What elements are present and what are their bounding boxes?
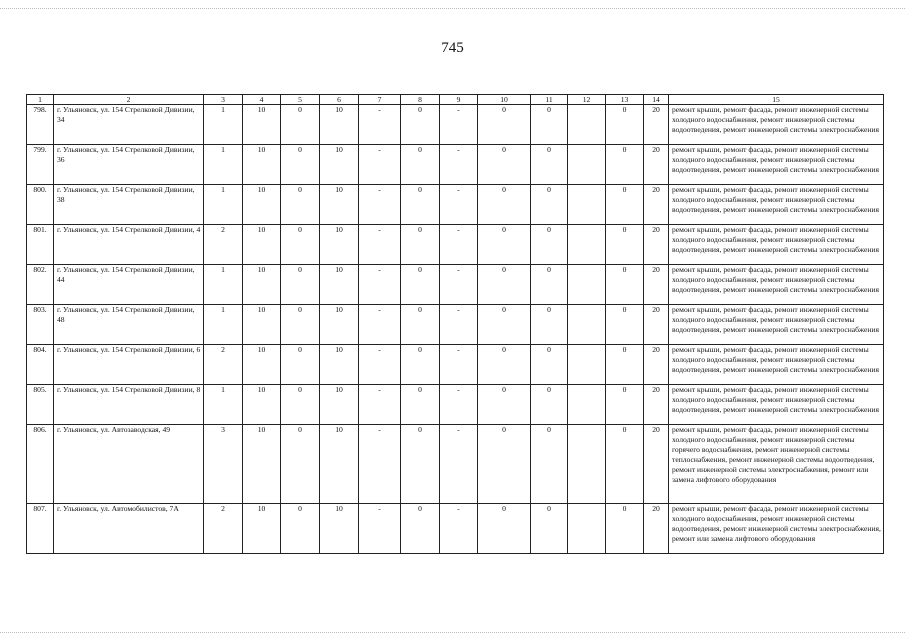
row-number-cell: 807. [27,504,54,554]
table-row [27,105,884,145]
cell-c13: 0 [606,504,644,554]
address-cell: г. Ульяновск, ул. Автозаводская, 49 [54,425,204,504]
cell-c3: 1 [204,105,243,145]
column-header-4: 4 [243,95,281,105]
cell-c12 [568,504,606,554]
cell-c3: 1 [204,385,243,425]
cell-c12 [568,425,606,504]
repair-works-cell: ремонт крыши, ремонт фасада, ремонт инженерной системы холодного водоснабжения, ремонт инженерной системы водоотведения, ремонт инженерной системы электроснабжения [669,385,884,425]
table-body [27,105,884,554]
cell-c5: 0 [281,225,320,265]
cell-c8: 0 [401,504,440,554]
address-cell: г. Ульяновск, ул. 154 Стрелковой Дивизии, 8 [54,385,204,425]
cell-c5: 0 [281,345,320,385]
cell-c6: 10 [320,145,359,185]
address-cell: г. Ульяновск, ул. 154 Стрелковой Дивизии, 4 [54,225,204,265]
table-row [27,305,884,345]
address-cell: г. Ульяновск, ул. 154 Стрелковой Дивизии, 44 [54,265,204,305]
cell-c9: - [440,225,478,265]
row-number-cell: 800. [27,185,54,225]
cell-c8: 0 [401,385,440,425]
cell-c4: 10 [243,385,281,425]
column-header-2: 2 [54,95,204,105]
cell-c5: 0 [281,265,320,305]
cell-c9: - [440,425,478,504]
table-row [27,265,884,305]
row-number-cell: 801. [27,225,54,265]
cell-c3: 1 [204,145,243,185]
cell-c11: 0 [531,105,568,145]
cell-c13: 0 [606,385,644,425]
cell-c6: 10 [320,185,359,225]
cell-c3: 2 [204,345,243,385]
cell-c11: 0 [531,265,568,305]
cell-c8: 0 [401,265,440,305]
cell-c11: 0 [531,504,568,554]
cell-c10: 0 [478,105,531,145]
cell-c6: 10 [320,265,359,305]
cell-c13: 0 [606,225,644,265]
repair-works-cell: ремонт крыши, ремонт фасада, ремонт инженерной системы холодного водоснабжения, ремонт инженерной системы водоотведения, ремонт инженерной системы электроснабжения [669,105,884,145]
cell-c14: 20 [644,345,669,385]
table-row [27,345,884,385]
cell-c7: - [359,105,401,145]
row-number-cell: 799. [27,145,54,185]
cell-c8: 0 [401,345,440,385]
cell-c4: 10 [243,145,281,185]
cell-c12 [568,345,606,385]
cell-c4: 10 [243,185,281,225]
column-header-9: 9 [440,95,478,105]
column-header-8: 8 [401,95,440,105]
cell-c6: 10 [320,425,359,504]
cell-c13: 0 [606,265,644,305]
cell-c3: 2 [204,504,243,554]
cell-c5: 0 [281,305,320,345]
cell-c12 [568,265,606,305]
cell-c7: - [359,185,401,225]
cell-c6: 10 [320,345,359,385]
cell-c13: 0 [606,305,644,345]
cell-c5: 0 [281,504,320,554]
column-header-15: 15 [669,95,884,105]
cell-c8: 0 [401,425,440,504]
cell-c7: - [359,225,401,265]
cell-c14: 20 [644,225,669,265]
cell-c6: 10 [320,225,359,265]
cell-c11: 0 [531,345,568,385]
cell-c4: 10 [243,265,281,305]
table-row [27,225,884,265]
table-row [27,185,884,225]
address-cell: г. Ульяновск, ул. Автомобилистов, 7А [54,504,204,554]
cell-c10: 0 [478,425,531,504]
cell-c5: 0 [281,145,320,185]
cell-c3: 2 [204,225,243,265]
column-header-10: 10 [478,95,531,105]
repair-program-table [26,94,884,554]
column-number-row [27,95,884,105]
row-number-cell: 805. [27,385,54,425]
repair-works-cell: ремонт крыши, ремонт фасада, ремонт инженерной системы холодного водоснабжения, ремонт инженерной системы водоотведения, ремонт инженерной системы электроснабжения [669,225,884,265]
page-number: 745 [441,40,464,56]
cell-c13: 0 [606,345,644,385]
cell-c12 [568,185,606,225]
cell-c7: - [359,385,401,425]
cell-c9: - [440,305,478,345]
cell-c12 [568,385,606,425]
cell-c7: - [359,265,401,305]
cell-c3: 1 [204,305,243,345]
repair-works-cell: ремонт крыши, ремонт фасада, ремонт инженерной системы холодного водоснабжения, ремонт инженерной системы водоотведения, ремонт инженерной системы электроснабжения, ремонт или замена лифтового оборудования [669,504,884,554]
row-number-cell: 804. [27,345,54,385]
cell-c14: 20 [644,425,669,504]
column-header-5: 5 [281,95,320,105]
cell-c12 [568,305,606,345]
cell-c7: - [359,425,401,504]
cell-c9: - [440,345,478,385]
cell-c7: - [359,504,401,554]
cell-c3: 1 [204,265,243,305]
cell-c9: - [440,265,478,305]
repair-works-cell: ремонт крыши, ремонт фасада, ремонт инженерной системы холодного водоснабжения, ремонт инженерной системы водоотведения, ремонт инженерной системы электроснабжения [669,145,884,185]
cell-c13: 0 [606,145,644,185]
cell-c12 [568,105,606,145]
cell-c4: 10 [243,305,281,345]
cell-c10: 0 [478,305,531,345]
cell-c9: - [440,145,478,185]
cell-c10: 0 [478,225,531,265]
cell-c11: 0 [531,145,568,185]
cell-c14: 20 [644,185,669,225]
cell-c6: 10 [320,504,359,554]
cell-c14: 20 [644,265,669,305]
repair-works-cell: ремонт крыши, ремонт фасада, ремонт инженерной системы холодного водоснабжения, ремонт инженерной системы водоотведения, ремонт инженерной системы электроснабжения [669,305,884,345]
column-header-6: 6 [320,95,359,105]
cell-c14: 20 [644,385,669,425]
cell-c7: - [359,305,401,345]
address-cell: г. Ульяновск, ул. 154 Стрелковой Дивизии, 38 [54,185,204,225]
cell-c3: 1 [204,185,243,225]
cell-c14: 20 [644,145,669,185]
column-header-11: 11 [531,95,568,105]
row-number-cell: 802. [27,265,54,305]
repair-works-cell: ремонт крыши, ремонт фасада, ремонт инженерной системы холодного водоснабжения, ремонт инженерной системы водоотведения, ремонт инженерной системы электроснабжения [669,265,884,305]
address-cell: г. Ульяновск, ул. 154 Стрелковой Дивизии, 36 [54,145,204,185]
column-header-7: 7 [359,95,401,105]
row-number-cell: 806. [27,425,54,504]
column-header-12: 12 [568,95,606,105]
cell-c11: 0 [531,225,568,265]
row-number-cell: 798. [27,105,54,145]
cell-c5: 0 [281,105,320,145]
scan-artifact-bottom [0,632,905,634]
cell-c9: - [440,385,478,425]
table-row [27,504,884,554]
cell-c7: - [359,145,401,185]
cell-c12 [568,145,606,185]
cell-c4: 10 [243,345,281,385]
cell-c9: - [440,185,478,225]
cell-c6: 10 [320,305,359,345]
repair-works-cell: ремонт крыши, ремонт фасада, ремонт инженерной системы холодного водоснабжения, ремонт инженерной системы водоотведения, ремонт инженерной системы электроснабжения [669,185,884,225]
cell-c10: 0 [478,385,531,425]
cell-c13: 0 [606,425,644,504]
cell-c10: 0 [478,504,531,554]
cell-c5: 0 [281,185,320,225]
column-header-13: 13 [606,95,644,105]
table-row [27,425,884,504]
address-cell: г. Ульяновск, ул. 154 Стрелковой Дивизии, 34 [54,105,204,145]
repair-works-cell: ремонт крыши, ремонт фасада, ремонт инженерной системы холодного водоснабжения, ремонт инженерной системы горячего водоснабжения, ремонт инженерной системы теплоснабжения, ремонт инженерной системы водоотведения, ремонт инженерной системы электроснабжения, ремонт или замена лифтового оборудования [669,425,884,504]
address-cell: г. Ульяновск, ул. 154 Стрелковой Дивизии, 48 [54,305,204,345]
cell-c11: 0 [531,185,568,225]
cell-c3: 3 [204,425,243,504]
cell-c8: 0 [401,105,440,145]
repair-works-cell: ремонт крыши, ремонт фасада, ремонт инженерной системы холодного водоснабжения, ремонт инженерной системы водоотведения, ремонт инженерной системы электроснабжения [669,345,884,385]
cell-c11: 0 [531,425,568,504]
column-header-14: 14 [644,95,669,105]
cell-c10: 0 [478,345,531,385]
cell-c10: 0 [478,265,531,305]
cell-c10: 0 [478,185,531,225]
cell-c14: 20 [644,504,669,554]
cell-c5: 0 [281,385,320,425]
cell-c4: 10 [243,504,281,554]
scan-artifact-top [0,8,905,10]
cell-c6: 10 [320,105,359,145]
table-row [27,145,884,185]
table-row [27,385,884,425]
cell-c8: 0 [401,225,440,265]
cell-c8: 0 [401,145,440,185]
cell-c13: 0 [606,185,644,225]
cell-c11: 0 [531,385,568,425]
cell-c12 [568,225,606,265]
address-cell: г. Ульяновск, ул. 154 Стрелковой Дивизии, 6 [54,345,204,385]
cell-c6: 10 [320,385,359,425]
row-number-cell: 803. [27,305,54,345]
cell-c14: 20 [644,305,669,345]
cell-c4: 10 [243,225,281,265]
cell-c13: 0 [606,105,644,145]
cell-c8: 0 [401,185,440,225]
column-header-1: 1 [27,95,54,105]
cell-c7: - [359,345,401,385]
cell-c5: 0 [281,425,320,504]
cell-c9: - [440,504,478,554]
cell-c10: 0 [478,145,531,185]
cell-c8: 0 [401,305,440,345]
cell-c4: 10 [243,425,281,504]
cell-c11: 0 [531,305,568,345]
cell-c14: 20 [644,105,669,145]
cell-c4: 10 [243,105,281,145]
cell-c9: - [440,105,478,145]
column-header-3: 3 [204,95,243,105]
